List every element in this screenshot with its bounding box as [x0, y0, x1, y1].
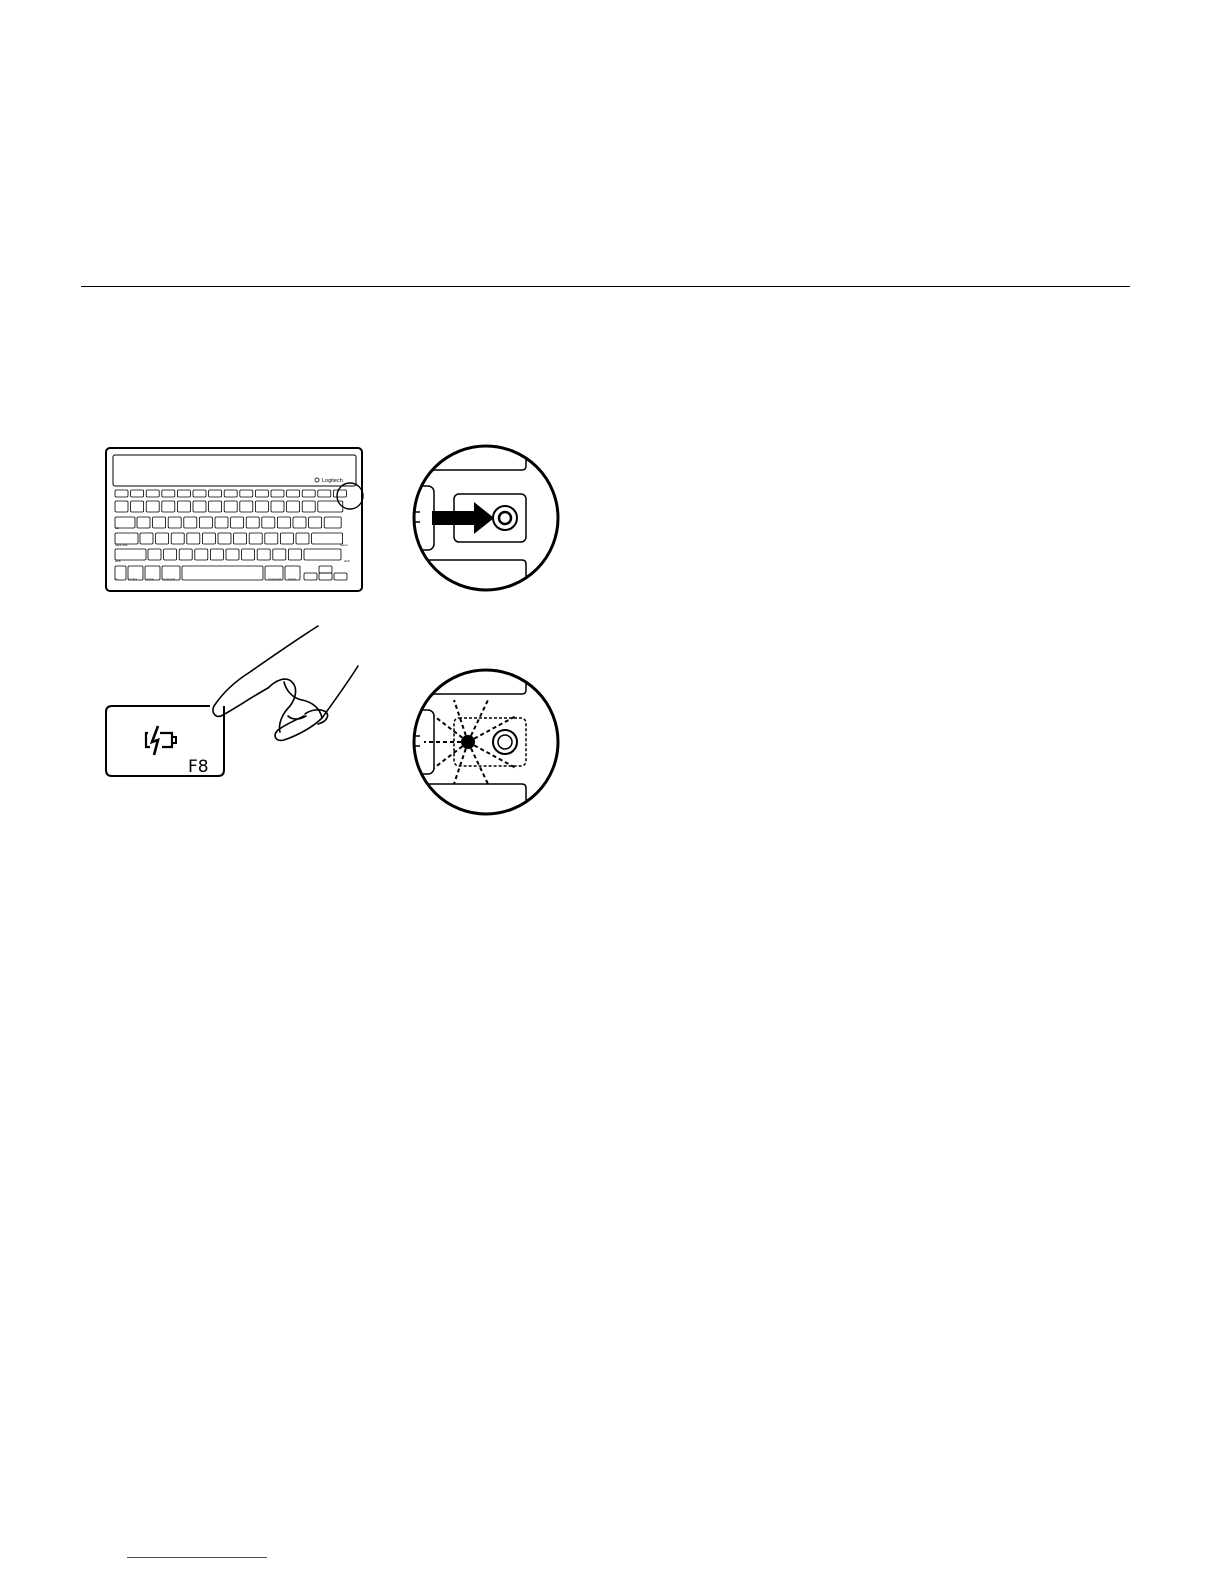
keyboard-key: [255, 490, 268, 497]
keyboard-key: [271, 501, 284, 512]
switch-zoom-illustration: [410, 442, 562, 594]
keyboard-key: [287, 501, 300, 512]
keyboard-key: [312, 533, 343, 544]
keyboard-key: [287, 490, 300, 497]
keyboard-key: [148, 549, 161, 560]
keyboard-key: [115, 490, 128, 497]
keyboard-key: [193, 501, 206, 512]
keyboard-key: [280, 533, 293, 544]
keyboard-key: [193, 490, 206, 497]
keyboard-key: [195, 549, 208, 560]
status-light-zoom-illustration: [410, 666, 562, 818]
key-tab-label: tab: [115, 526, 120, 530]
f8-key-label: F8: [188, 757, 209, 777]
keyboard-key: [318, 490, 331, 497]
battery-charge-icon: [146, 726, 176, 755]
keyboard-key: [224, 501, 237, 512]
keyboard-key: [333, 490, 346, 497]
keyboard-key: [179, 549, 192, 560]
keyboard-key: [182, 566, 263, 580]
keyboard-key: [265, 533, 278, 544]
key-return-label: return: [340, 543, 348, 547]
section-divider: [81, 286, 1130, 287]
keyboard-key: [309, 517, 322, 528]
key-option-label: option: [146, 577, 155, 581]
keyboard-key: [146, 490, 159, 497]
keyboard-key: [277, 517, 290, 528]
keyboard-key: [334, 573, 347, 580]
keyboard-key: [319, 573, 332, 580]
keyboard-key: [288, 549, 301, 560]
keyboard-key: [131, 490, 144, 497]
keyboard-key: [231, 517, 244, 528]
key-command-left-label: command: [162, 577, 176, 581]
keyboard-key: [162, 490, 175, 497]
keyboard-key: [262, 517, 275, 528]
keyboard-key: [171, 533, 184, 544]
keyboard-key: [215, 517, 228, 528]
keyboard-key: [187, 533, 200, 544]
keyboard-key: [137, 517, 150, 528]
keyboard-brand: Logitech: [322, 478, 343, 484]
keyboard-key: [324, 517, 341, 528]
keyboard-key: [146, 501, 159, 512]
hand-icon: [213, 626, 358, 740]
keyboard-key: [302, 501, 315, 512]
keyboard-key: [304, 573, 317, 580]
keyboard-key: [249, 533, 262, 544]
key-control-label: control: [128, 577, 138, 581]
keyboard-key: [242, 549, 255, 560]
keyboard-key: [202, 533, 215, 544]
highlight-circle: [337, 483, 363, 509]
keyboard-key: [177, 490, 190, 497]
key-shift-right-label: shift: [344, 559, 350, 563]
keyboard-key: [273, 549, 286, 560]
keyboard-key: [226, 549, 239, 560]
keyboard-key: [257, 549, 270, 560]
keyboard-key: [255, 501, 268, 512]
keyboard-key: [164, 549, 177, 560]
keyboard-key: [131, 501, 144, 512]
keyboard-key: [168, 517, 181, 528]
key-option-right-label: option: [288, 577, 297, 581]
arrow-right-icon: [432, 502, 494, 534]
keyboard-key: [240, 490, 253, 497]
keyboard-key: [302, 490, 315, 497]
key-caps-label: caps lock: [115, 543, 128, 547]
key-shift-left-label: shift: [115, 559, 121, 563]
keyboard-key: [271, 490, 284, 497]
keyboard-key: [218, 533, 231, 544]
key-command-right-label: command: [268, 577, 282, 581]
keyboard-key: [319, 566, 332, 573]
keyboard-key: [153, 517, 166, 528]
keyboard-key: [304, 549, 341, 560]
keyboard-key: [224, 490, 237, 497]
keyboard-key: [199, 517, 212, 528]
keyboard-key: [210, 549, 223, 560]
keyboard-key: [115, 501, 128, 512]
keyboard-key: [140, 533, 153, 544]
keyboard-key: [246, 517, 259, 528]
keyboard-key: [209, 501, 222, 512]
keyboard-key: [293, 517, 306, 528]
key-fn-label: fn: [115, 577, 118, 581]
keyboard-key: [296, 533, 309, 544]
keyboard-key: [184, 517, 197, 528]
f8-key-press-illustration: [100, 620, 370, 790]
keyboard-illustration: [104, 446, 368, 594]
keyboard-key: [209, 490, 222, 497]
keyboard-key: [234, 533, 247, 544]
keyboard-key: [156, 533, 169, 544]
keyboard-key: [240, 501, 253, 512]
keyboard-key: [177, 501, 190, 512]
keyboard-key: [162, 501, 175, 512]
footer-link-underline[interactable]: [127, 1557, 267, 1558]
